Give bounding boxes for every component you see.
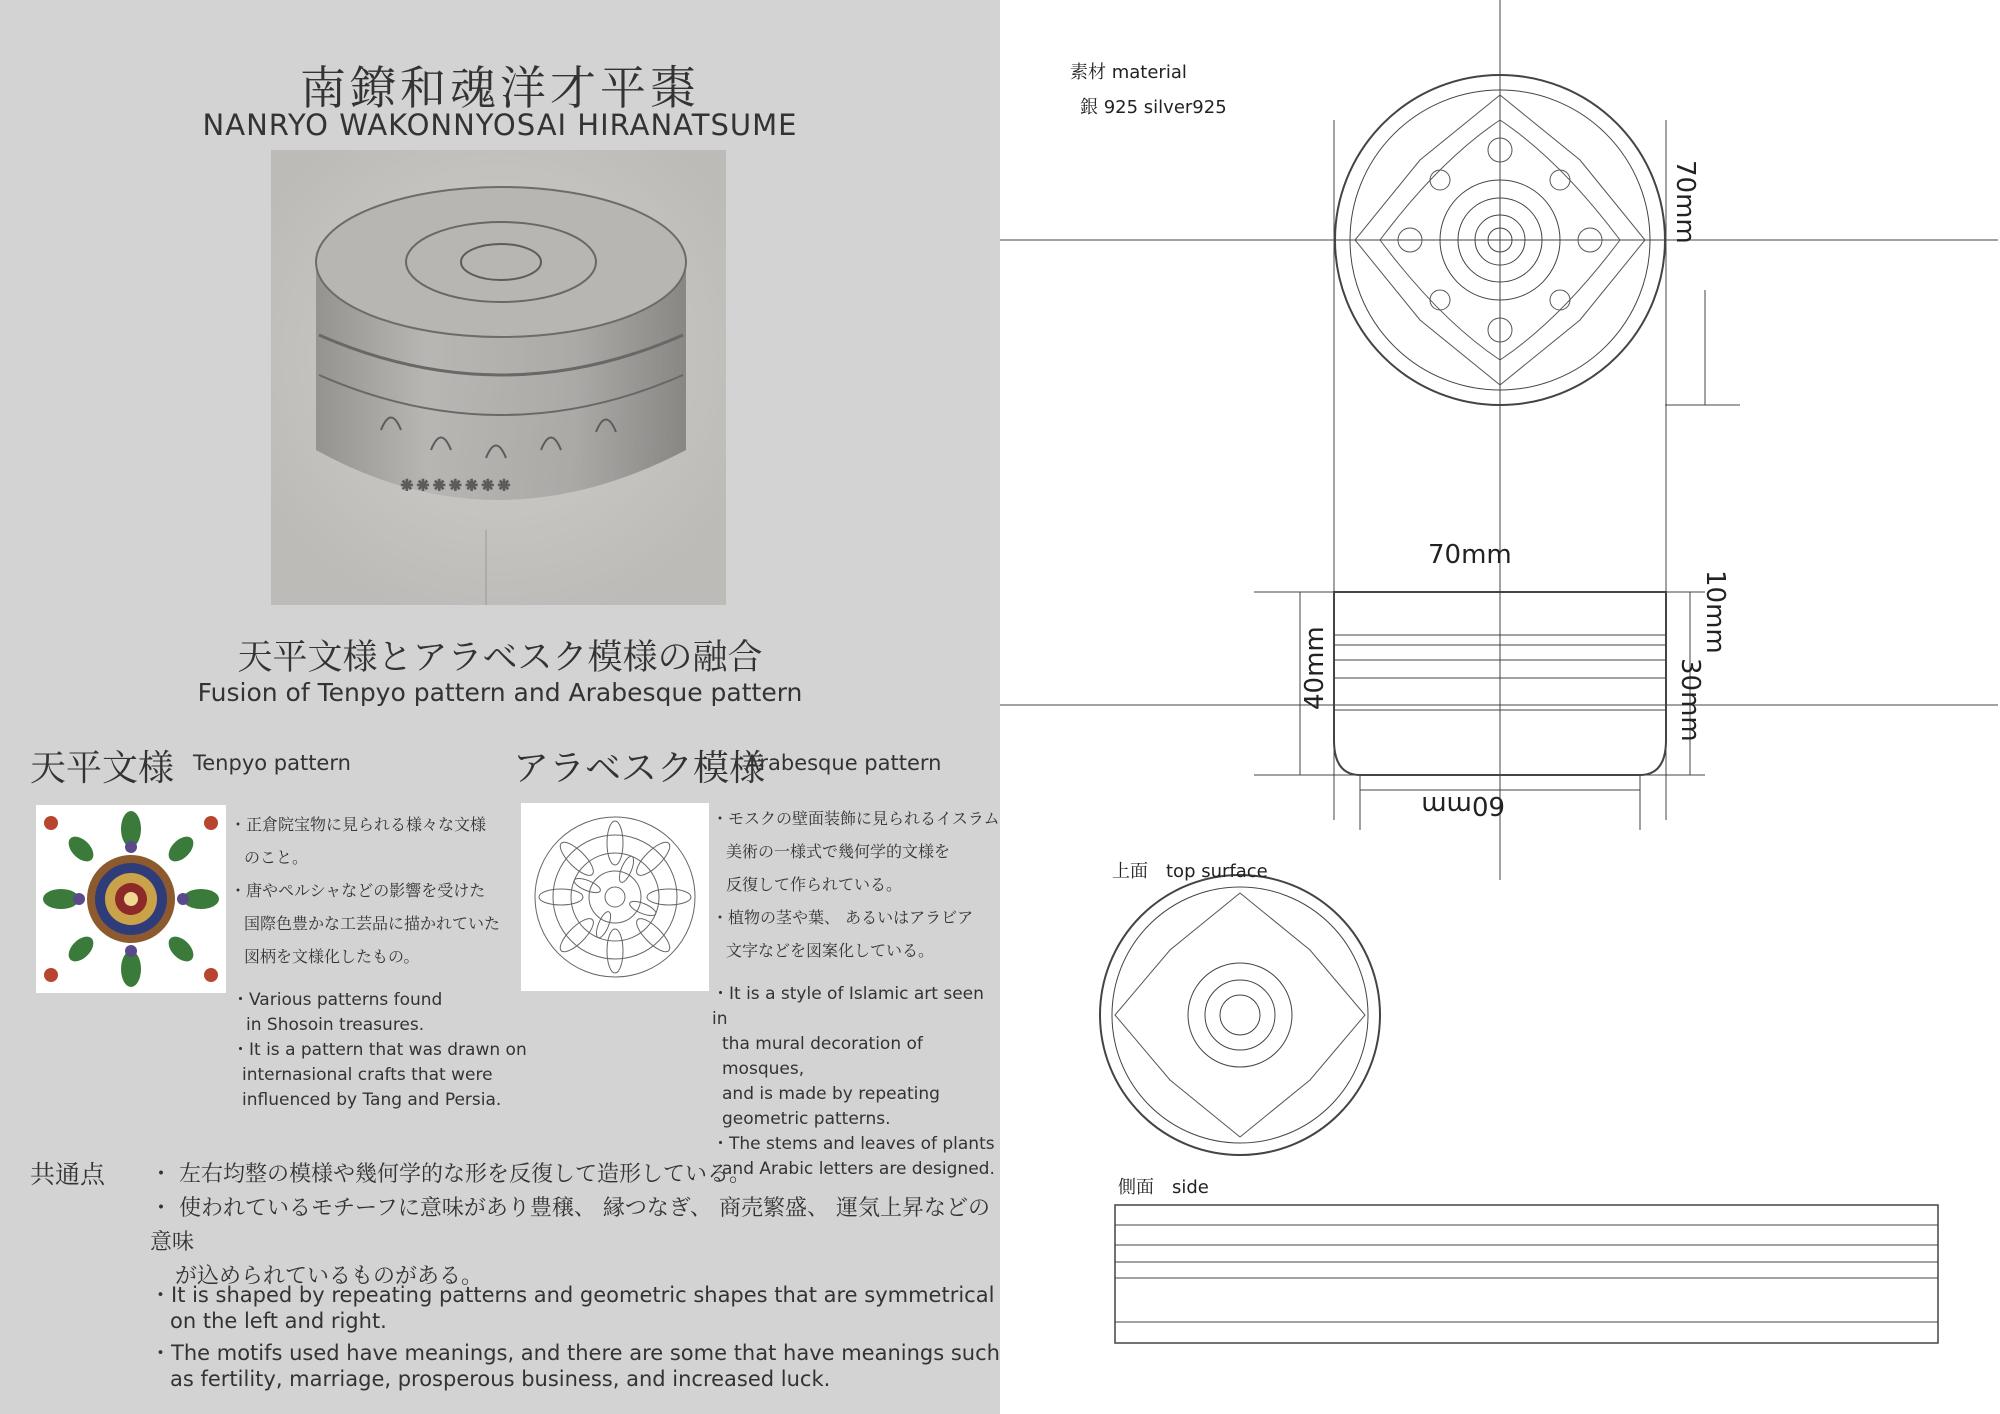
text-line: as fertility, marriage, prosperous business, and increased luck. [170, 1367, 831, 1391]
common-description-en [150, 1282, 1000, 1392]
text-line: influenced by Tang and Persia. [242, 1090, 502, 1110]
text-line: ・The stems and leaves of plants [712, 1134, 995, 1154]
side-view-label: 側面 side [1118, 1177, 1209, 1198]
text-line: and is made by repeating [722, 1084, 940, 1104]
dim-width: 70mm [1428, 540, 1512, 570]
subtitle-jp: 天平文様とアラベスク模様の融合 [237, 638, 763, 678]
title-en: NANRYO WAKONNYOSAI HIRANATSUME [202, 108, 798, 142]
text-line: geometric patterns. [722, 1109, 891, 1129]
text-line: 文字などを図案化している。 [726, 941, 935, 960]
text-line: in Shosoin treasures. [246, 1015, 425, 1035]
arabesque-description-jp [712, 802, 1000, 967]
text-line: ・It is a pattern that was drawn on [232, 1040, 527, 1060]
text-line: のこと。 [244, 848, 309, 867]
svg-text:✳ ✳ ✳ ✳ ✳ ✳ ✳: ✳ ✳ ✳ ✳ ✳ ✳ ✳ [401, 478, 510, 494]
arabesque-heading-en: Arabesque pattern [745, 751, 942, 775]
text-line: ・Various patterns found [232, 990, 443, 1010]
text-line: on the left and right. [170, 1309, 387, 1333]
dim-body: 30mm [1675, 658, 1705, 742]
dim-lid: 10mm [1700, 570, 1730, 654]
arabesque-description-en [712, 982, 1000, 1182]
text-line: 国際色豊かな工芸品に描かれていた [244, 914, 501, 933]
dim-height: 40mm [1300, 626, 1330, 710]
subtitle-en: Fusion of Tenpyo pattern and Arabesque pattern [197, 678, 803, 707]
technical-drawing [1000, 0, 2000, 1414]
tenpyo-description-en [232, 988, 527, 1113]
title-jp: 南鐐和魂洋才平棗 [300, 61, 700, 115]
material-value: 銀 925 silver925 [1080, 97, 1227, 118]
arabesque-pattern-image [521, 803, 709, 991]
common-label: 共通点 [30, 1160, 106, 1189]
text-line: internasional crafts that were [242, 1065, 493, 1085]
material-label: 素材 material [1070, 62, 1187, 83]
top-view-label: 上面 top surface [1112, 861, 1268, 882]
tenpyo-heading-jp: 天平文様 [30, 748, 175, 789]
tenpyo-heading-en: Tenpyo pattern [193, 751, 351, 775]
text-line: ・正倉院宝物に見られる様々な文様 [230, 815, 487, 834]
text-line: 反復して作られている。 [726, 875, 903, 894]
pencil-sketch-image [271, 150, 726, 605]
text-line: ・ 左右均整の模様や幾何学的な形を反復して造形している。 [150, 1162, 751, 1187]
dim-top-diameter: 70mm [1670, 160, 1700, 244]
text-line: tha mural decoration of mosques, [722, 1034, 923, 1079]
text-line: ・唐やペルシャなどの影響を受けた [230, 881, 486, 900]
dim-base: 60mm [1421, 790, 1505, 820]
text-line: ・植物の茎や葉、 あるいはアラビア [712, 908, 974, 927]
common-description-jp [150, 1158, 1000, 1294]
tenpyo-pattern-image [36, 805, 226, 993]
text-line: ・モスクの壁面装飾に見られるイスラム [712, 809, 1000, 828]
text-line: 美術の一様式で幾何学的文様を [726, 842, 951, 861]
text-line: ・ 使われているモチーフに意味があり豊穣、 縁つなぎ、 商売繁盛、 運気上昇などの意味 [150, 1196, 990, 1255]
text-line: ・The motifs used have meanings, and there are some that have meanings such [150, 1341, 1000, 1365]
text-line: and Arabic letters are designed. [722, 1159, 995, 1179]
text-line: ・It is a style of Islamic art seen in [712, 984, 984, 1029]
tenpyo-description-jp [230, 808, 500, 973]
text-line: が込められているものがある。 [175, 1264, 484, 1289]
arabesque-heading-jp: アラベスク模様 [513, 748, 766, 789]
text-line: 図柄を文様化したもの。 [244, 947, 420, 966]
text-line: ・It is shaped by repeating patterns and geometric shapes that are symmetrical [150, 1283, 995, 1307]
